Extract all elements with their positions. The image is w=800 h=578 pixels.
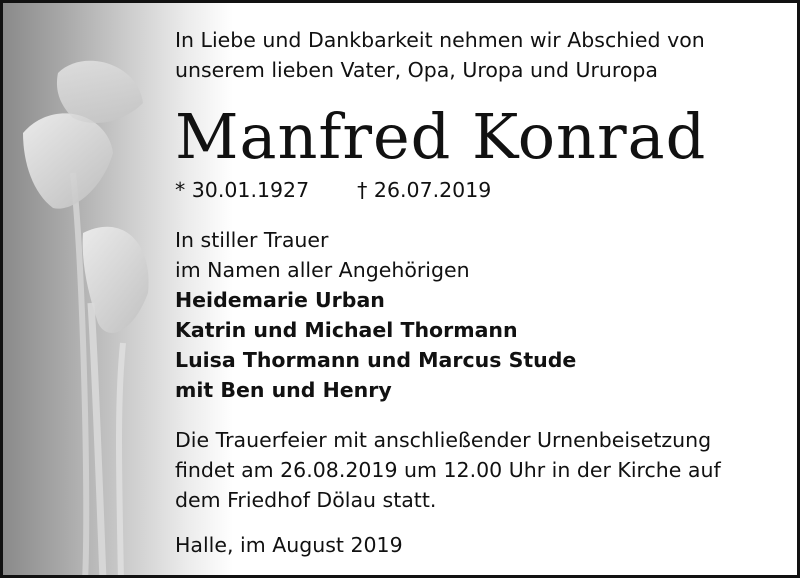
intro-line: In Liebe und Dankbarkeit nehmen wir Abschied von	[175, 28, 705, 52]
place-and-date: Halle, im August 2019	[175, 533, 403, 557]
notice-line: Die Trauerfeier mit anschließender Urnenbeisetzung	[175, 428, 712, 452]
intro-line: unserem lieben Vater, Opa, Uropa und Ururopa	[175, 58, 658, 82]
mourner-name: mit Ben und Henry	[175, 378, 392, 402]
life-dates	[175, 175, 491, 205]
notice-line: findet am 26.08.2019 um 12.00 Uhr in der Kirche auf	[175, 458, 721, 482]
notice-line: dem Friedhof Dölau statt.	[175, 488, 437, 512]
mourner-name: Katrin und Michael Thormann	[175, 318, 518, 342]
mourner-name: Luisa Thormann und Marcus Stude	[175, 348, 577, 372]
mourners-block	[175, 225, 576, 405]
deceased-name: Manfred Konrad	[175, 100, 707, 173]
birth-date: * 30.01.1927	[175, 178, 310, 202]
mourner-name: Heidemarie Urban	[175, 288, 385, 312]
funeral-notice	[175, 425, 721, 515]
intro-text	[175, 25, 705, 85]
mourning-line: In stiller Trauer	[175, 228, 329, 252]
death-date: † 26.07.2019	[357, 178, 492, 202]
mourning-line: im Namen aller Angehörigen	[175, 258, 470, 282]
